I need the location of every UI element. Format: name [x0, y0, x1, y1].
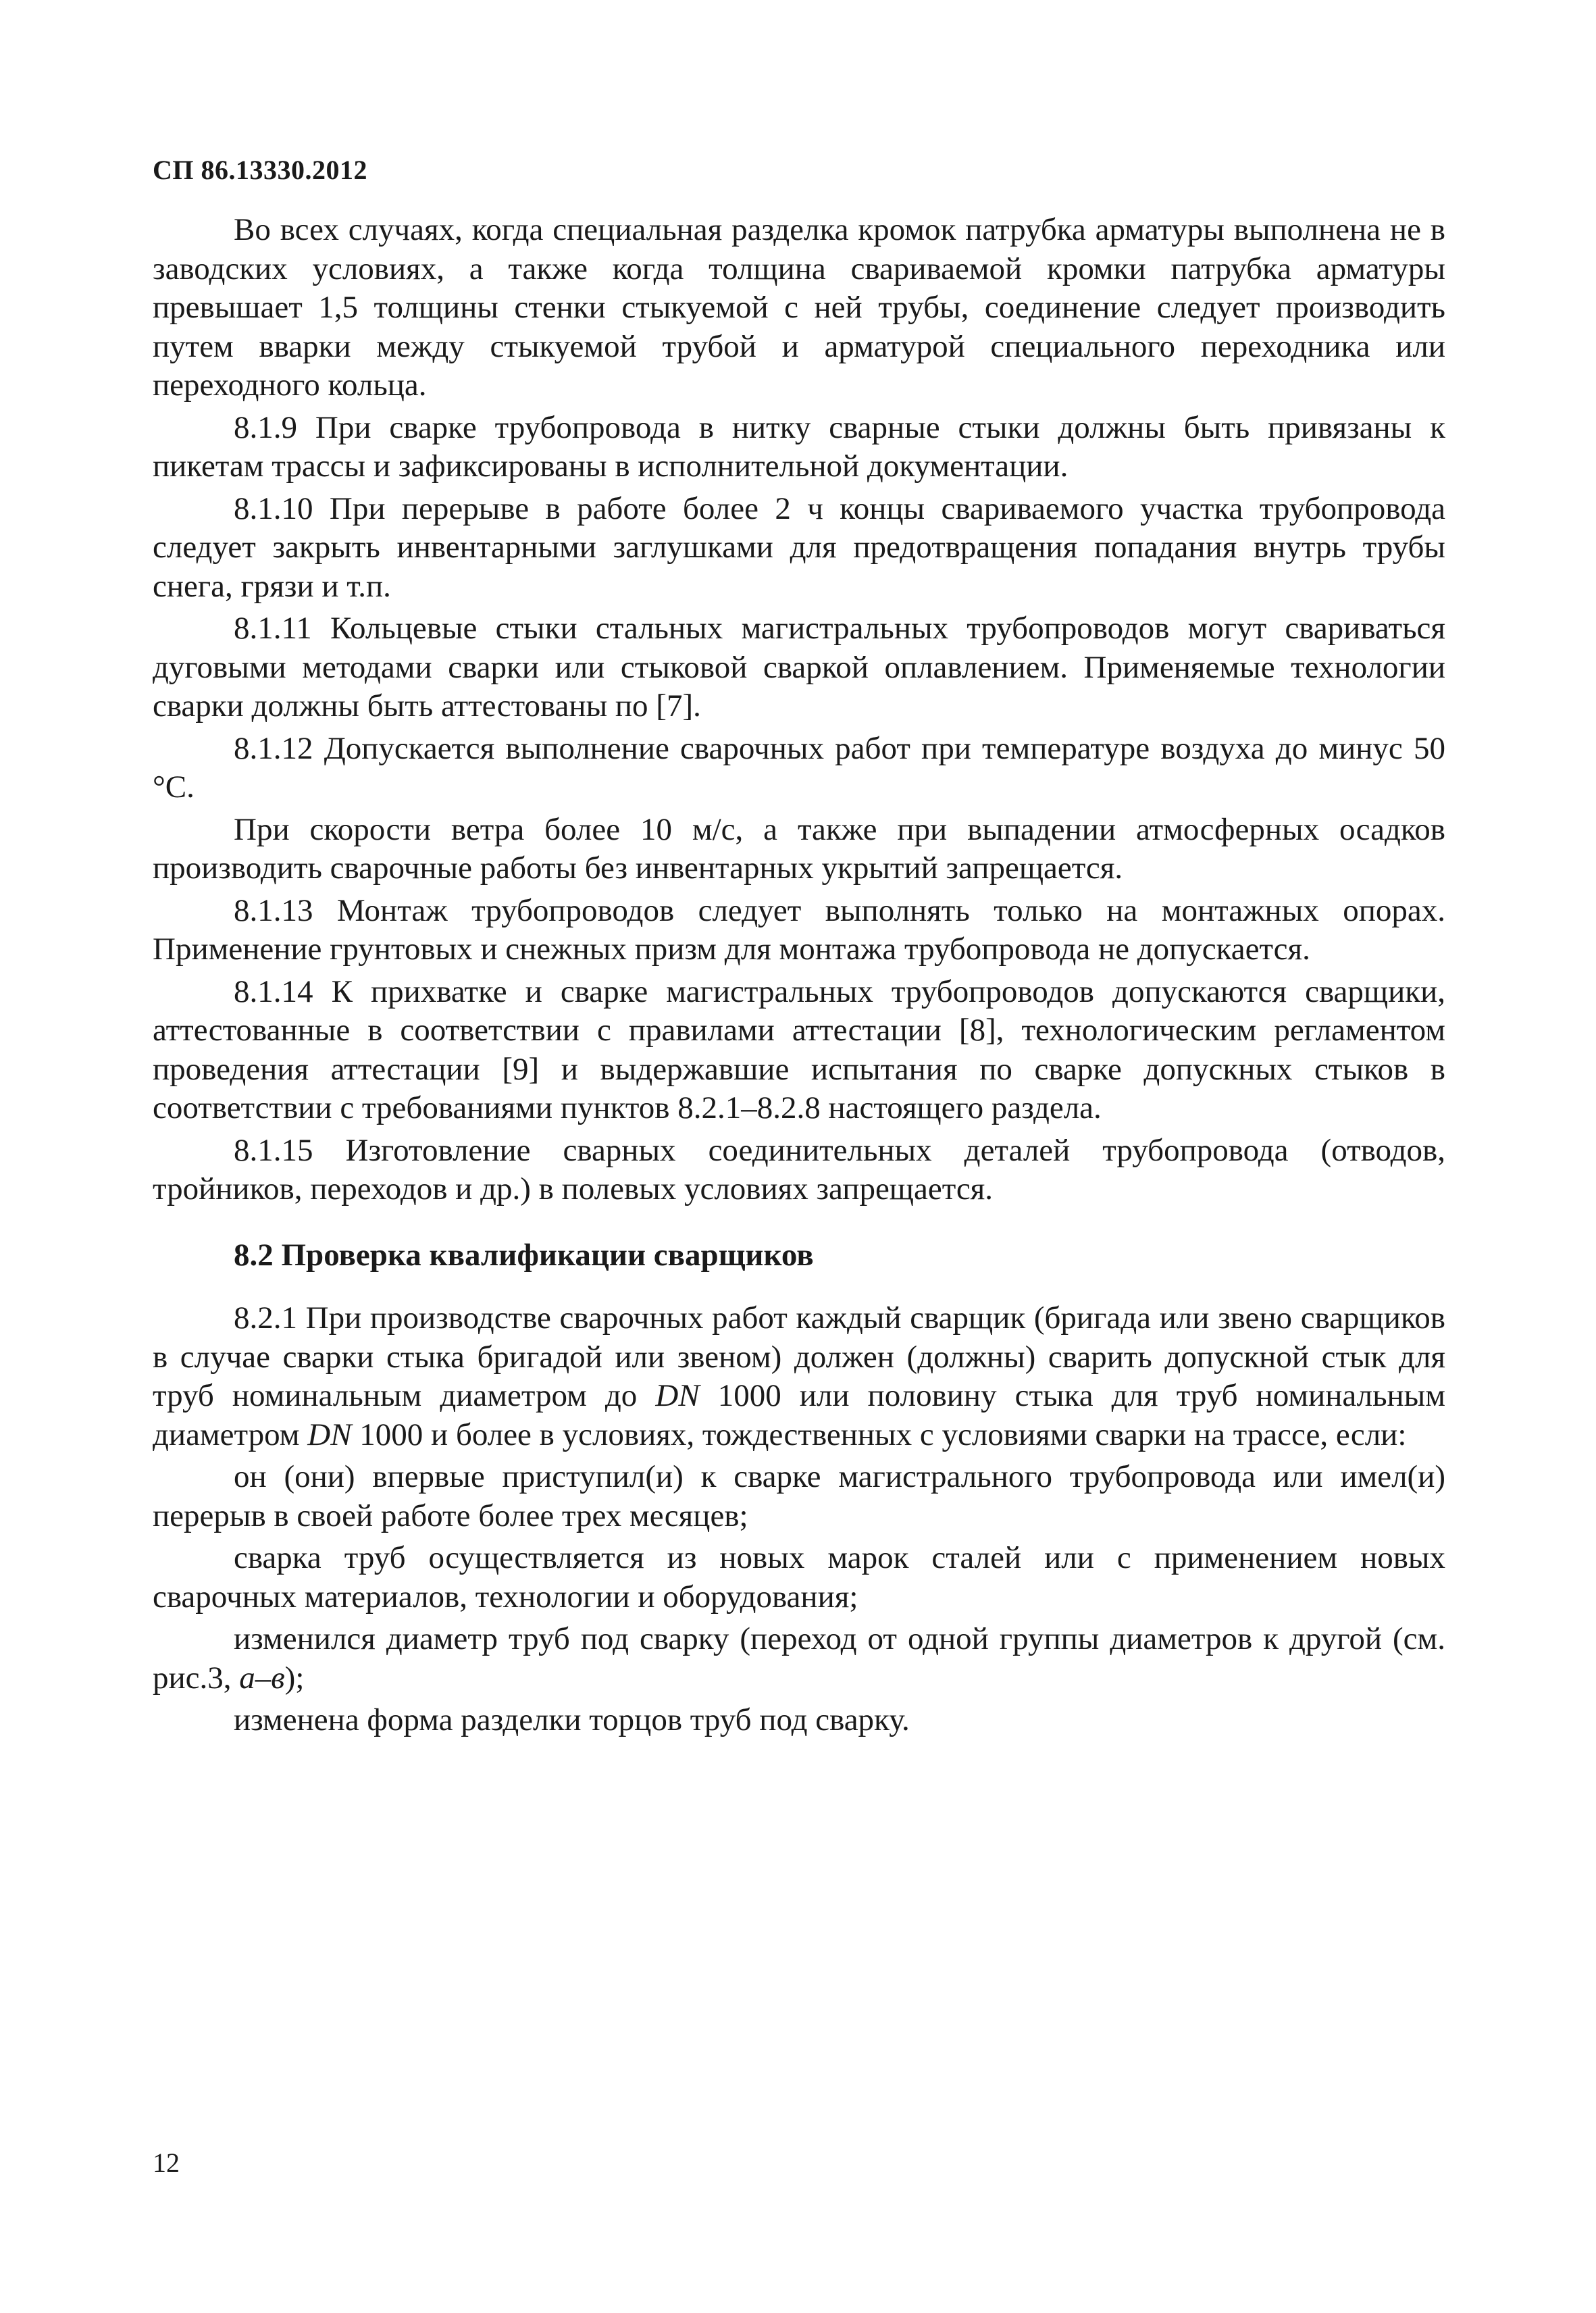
- paragraph-8-2-1-part-b: 1000 или половину стыка для труб номинальным диаметром: [153, 1378, 1445, 1452]
- paragraph-8-1-12: 8.1.12 Допускается выполнение сварочных работ при температуре воздуха до минус 50 °С.: [153, 730, 1445, 805]
- document-code: СП 86.13330.2012: [153, 155, 367, 185]
- paragraph-8-1-11: 8.1.11 Кольцевые стыки стальных магистральных трубопроводов могут свариваться дуговыми методами сварки или стыковой сваркой оплавлением. Применяемые технологии сварки должны быть аттестованы по [7].: [153, 611, 1445, 723]
- paragraph-8-1-15: 8.1.15 Изготовление сварных соединительных деталей трубопровода (отводов, тройников, переходов и др.) в полевых условиях запрещается.: [153, 1132, 1445, 1206]
- paragraph-fittings-welding: Во всех случаях, когда специальная разделка кромок патрубка арматуры выполнена не в заводских условиях, а также когда толщина свариваемой кромки патрубка арматуры превышает 1,5 толщины стенки стыкуемой с ней трубы, соединение следует производить путем вварки между стыкуемой трубой и арматурой специального переходника или переходного кольца.: [153, 212, 1445, 403]
- condition-edge-preparation: изменена форма разделки торцов труб под сварку.: [234, 1702, 910, 1737]
- page-number: 12: [153, 2147, 180, 2178]
- dn-symbol: DN: [307, 1417, 352, 1452]
- paragraph-8-1-13: 8.1.13 Монтаж трубопроводов следует выполнять только на монтажных опорах. Применение грунтовых и снежных призм для монтажа трубопровода не допускается.: [153, 892, 1445, 967]
- paragraph-8-1-14: 8.1.14 К прихватке и сварке магистральных трубопроводов допускаются сварщики, аттестованные в соответствии с правилами аттестации [8], технологическим регламентом проведения аттестации [9] и выдержавшие испытания по сварке допускных стыков в соответствии с требованиями пунктов 8.2.1–8.2.8 настоящего раздела.: [153, 973, 1445, 1125]
- paragraph-8-1-9: 8.1.9 При сварке трубопровода в нитку сварные стыки должны быть привязаны к пикетам трассы и зафиксированы в исполнительной документации.: [153, 409, 1445, 484]
- figure-reference: а–в: [239, 1660, 285, 1696]
- paragraph-8-2-1-part-c: 1000 и более в условиях, тождественных с условиями сварки на трассе, если:: [351, 1417, 1407, 1452]
- paragraph-8-2-1: [153, 1299, 1445, 1454]
- condition-diameter-text: изменился диаметр труб под сварку (переход от одной группы диаметров к другой (см. рис.3,: [153, 1621, 1445, 1696]
- paragraph-8-2-1-part-a: 8.2.1 При производстве сварочных работ каждый сварщик (бригада или звено сварщиков в случае сварки стыка бригадой или звеном) должен (должны) сварить допускной стык для труб номинальным диаметром до: [153, 1300, 1445, 1413]
- paragraph-wind-speed: При скорости ветра более 10 м/с, а также при выпадении атмосферных осадков производить сварочные работы без инвентарных укрытий запрещается.: [153, 811, 1445, 886]
- condition-first-time: он (они) впервые приступил(и) к сварке магистрального трубопровода или имел(и) перерыв в своей работе более трех месяцев;: [153, 1459, 1445, 1533]
- document-body: [153, 211, 1445, 1740]
- dn-symbol: DN: [655, 1378, 700, 1413]
- condition-diameter-change: [153, 1620, 1445, 1698]
- paragraph-8-1-10: 8.1.10 При перерыве в работе более 2 ч концы свариваемого участка трубопровода следует закрыть инвентарными заглушками для предотвращения попадания внутрь трубы снега, грязи и т.п.: [153, 490, 1445, 604]
- condition-diameter-close: );: [284, 1660, 305, 1696]
- condition-new-steel: сварка труб осуществляется из новых марок сталей или с применением новых сварочных материалов, технологии и оборудования;: [153, 1540, 1445, 1615]
- section-heading-8-2: 8.2 Проверка квалификации сварщиков: [234, 1237, 814, 1273]
